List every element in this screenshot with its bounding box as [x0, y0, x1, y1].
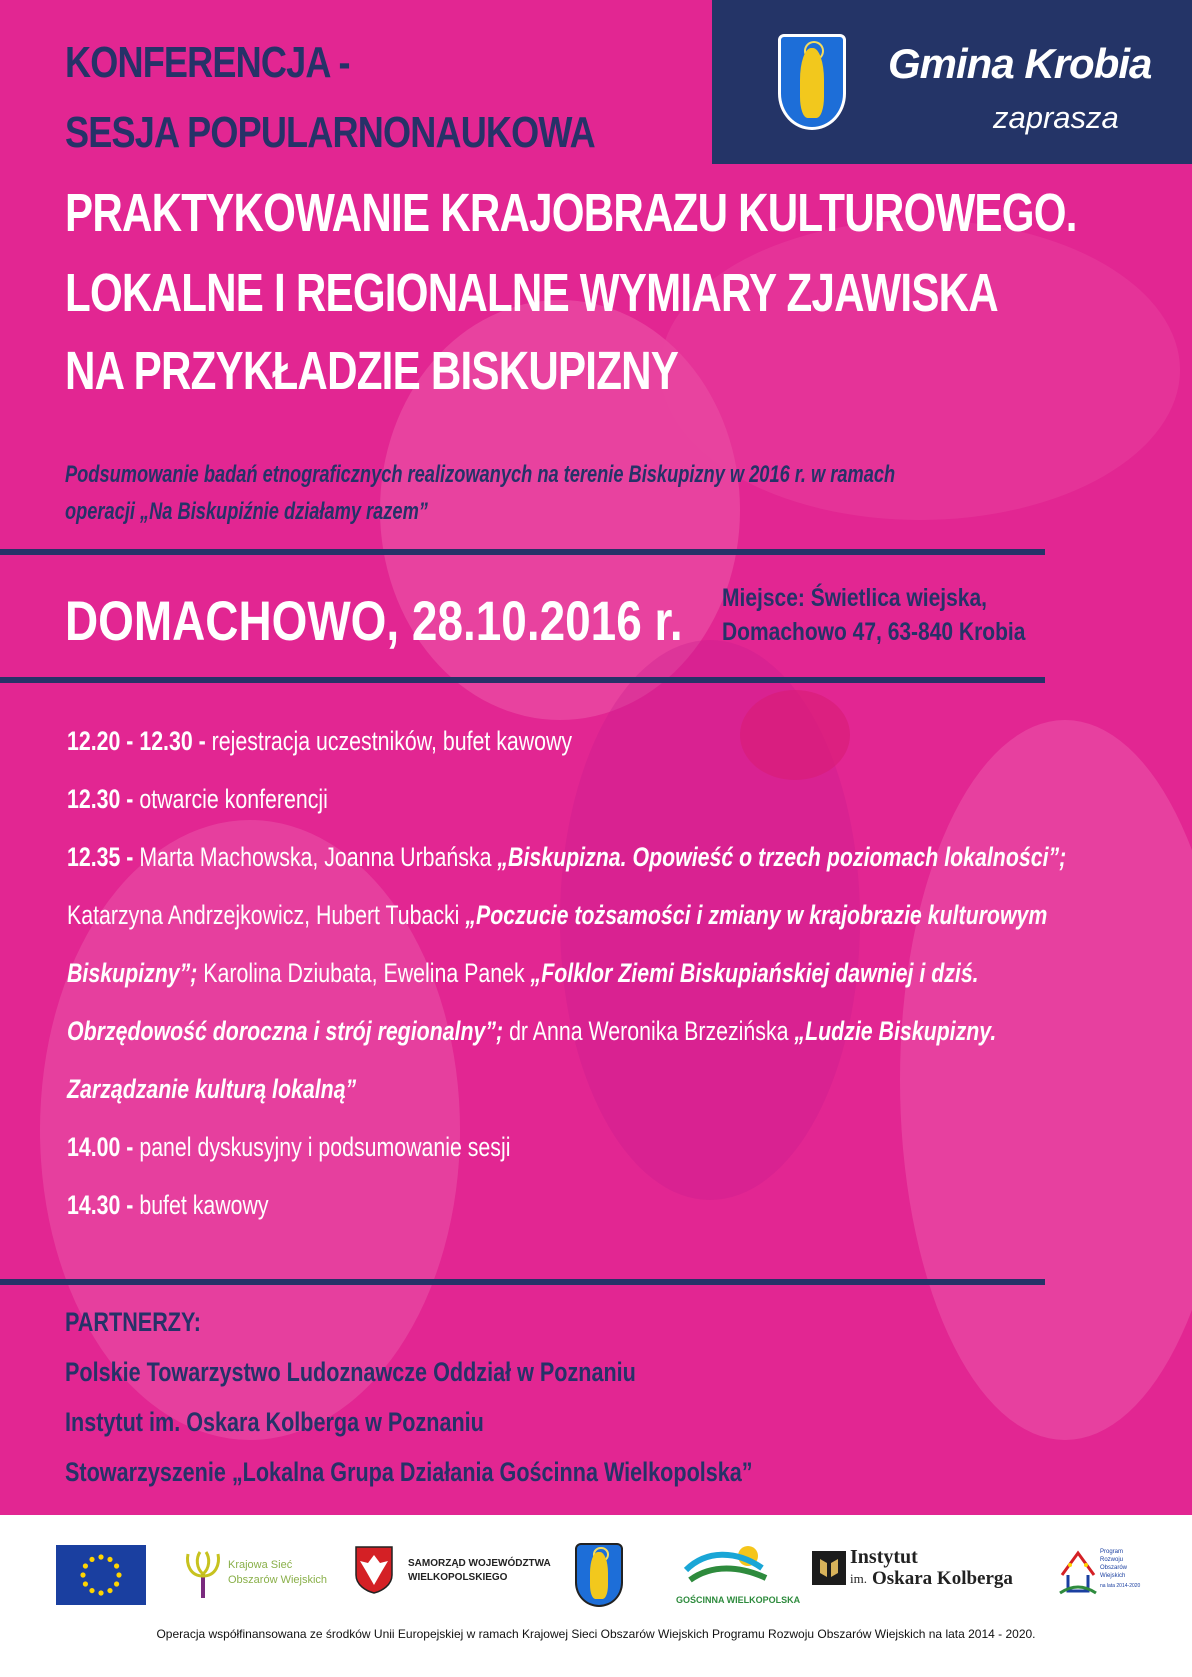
eu-star-icon: [114, 1563, 119, 1568]
divider-middle: [0, 677, 1045, 683]
eu-star-icon: [116, 1572, 121, 1577]
lecture-speakers: Marta Machowska, Joanna Urbańska: [133, 842, 498, 872]
divider-top: [0, 549, 1045, 555]
lecture-speakers: Katarzyna Andrzejkowicz, Hubert Tubacki: [67, 900, 466, 930]
eu-star-icon: [107, 1588, 112, 1593]
sponsor-logos-strip: [0, 1515, 1192, 1677]
program-time: 12.20 - 12.30 -: [67, 726, 206, 756]
partners-heading: PARTNERZY:: [65, 1307, 201, 1337]
krobia-coat-of-arms-icon: [778, 34, 846, 130]
cofinancing-footer: Operacja współfinansowana ze środków Unii Europejskiej w ramach Krajowej Sieci Obszarów Wiejskich Programu Rozwoju Obszarów Wiejskich na lata 2014 - 2020.: [156, 1627, 1036, 1641]
kicker-line-1: KONFERENCJA -: [65, 38, 350, 87]
program-item-lectures: [67, 828, 1118, 1118]
eu-star-icon: [89, 1588, 94, 1593]
title-line-1: PRAKTYKOWANIE KRAJOBRAZU KULTUROWEGO.: [65, 183, 1077, 243]
title-line-2: LOKALNE I REGIONALNE WYMIARY ZJAWISKA: [65, 263, 998, 323]
kolberg-name-prefix: im.: [850, 1571, 867, 1586]
program-schedule: [67, 712, 1118, 1234]
subtitle: [65, 456, 1068, 530]
partner-item: Instytut im. Oskara Kolberga w Poznaniu: [65, 1407, 484, 1437]
prow-line-4: Wiejskich: [1100, 1573, 1126, 1579]
lecture-title: „Biskupizna. Opowieść o trzech poziomach lokalności”;: [497, 842, 1067, 872]
saint-figure-shape: [590, 1552, 608, 1599]
krobia-coat-of-arms-icon: [575, 1543, 623, 1607]
lecture-title: „Ludzie Biskupizny. Zarządzanie kulturą lokalną”: [67, 1016, 997, 1104]
program-time: 14.30 -: [67, 1190, 134, 1220]
ksow-name-line-2: Obszarów Wiejskich: [228, 1574, 328, 1586]
subtitle-line-1: Podsumowanie badań etnograficznych realizowanych na terenie Biskupizny w 2016 r. w ramach: [65, 461, 896, 488]
title-line-3: NA PRZYKŁADZIE BISKUPIZNY: [65, 341, 679, 401]
prow-line-3: Obszarów: [1100, 1565, 1128, 1571]
eu-flag-icon: [56, 1545, 146, 1605]
samorzad-name-line-1: SAMORZĄD WOJEWÓDZTWA: [408, 1558, 551, 1569]
program-item: [67, 1118, 1118, 1176]
ksow-name-line-1: Krajowa Sieć: [228, 1559, 293, 1571]
eu-star-icon: [83, 1563, 88, 1568]
eu-star-icon: [89, 1557, 94, 1562]
eu-star-icon: [98, 1590, 103, 1595]
prow-line-5: na lata 2014-2020: [1100, 1583, 1141, 1589]
program-text: panel dyskusyjny i podsumowanie sesji: [133, 1132, 511, 1162]
divider-bottom: [0, 1279, 1045, 1285]
organizer-name: Gmina Krobia: [888, 40, 1152, 87]
goscinna-name: GOŚCINNA WIELKOPOLSKA: [676, 1595, 801, 1605]
program-time: 12.30 -: [67, 784, 134, 814]
saint-figure-shape: [800, 48, 825, 118]
eu-star-icon: [98, 1554, 103, 1559]
program-text: otwarcie konferencji: [133, 784, 328, 814]
prow-house-icon: [1058, 1545, 1098, 1597]
lecture-title: „Folklor Ziemi Biskupiańskiej dawniej i dziś. Obrzędowość doroczna i strój regionalny”;: [67, 958, 979, 1046]
partner-item: Stowarzyszenie „Lokalna Grupa Działania Gościnna Wielkopolska”: [65, 1457, 753, 1487]
prow-line-1: Program: [1100, 1549, 1124, 1555]
venue-line-2: Domachowo 47, 63-840 Krobia: [722, 618, 1026, 646]
program-item: [67, 1176, 1118, 1234]
program-text: bufet kawowy: [133, 1190, 269, 1220]
wielkopolska-eagle-icon: [354, 1545, 394, 1595]
organizer-invites: zaprasza: [993, 100, 1119, 135]
eu-star-icon: [114, 1581, 119, 1586]
lecture-title: „Poczucie tożsamości i zmiany w krajobrazie kulturowym Biskupizny”;: [67, 900, 1048, 988]
ksow-tree-icon: [182, 1550, 224, 1600]
eu-star-icon: [80, 1572, 85, 1577]
program-item: [67, 770, 1118, 828]
kolberg-name-line-1: Instytut: [850, 1546, 918, 1568]
kicker-line-2: SESJA POPULARNONAUKOWA: [65, 108, 595, 157]
program-item: [67, 712, 1118, 770]
kolberg-institute-icon: [812, 1551, 846, 1585]
prow-line-2: Rozwoju: [1100, 1557, 1124, 1563]
venue-line-1: Miejsce: Świetlica wiejska,: [722, 584, 987, 612]
program-time: 14.00 -: [67, 1132, 134, 1162]
kolberg-name-line-2: Oskara Kolberga: [872, 1568, 1013, 1589]
subtitle-line-2: operacji „Na Biskupiźnie działamy razem”: [65, 498, 428, 525]
lecture-speakers: Karolina Dziubata, Ewelina Panek: [197, 958, 531, 988]
samorzad-name-line-2: WIELKOPOLSKIEGO: [408, 1572, 508, 1583]
lecture-speakers: dr Anna Weronika Brzezińska: [503, 1016, 795, 1046]
partner-item: Polskie Towarzystwo Ludoznawcze Oddział w Poznaniu: [65, 1357, 636, 1387]
goscinna-wielkopolska-icon: [682, 1540, 772, 1590]
partners-section: [65, 1297, 1025, 1497]
program-time: 12.35 -: [67, 842, 134, 872]
program-text: rejestracja uczestników, bufet kawowy: [205, 726, 573, 756]
eu-star-icon: [83, 1581, 88, 1586]
eu-star-icon: [107, 1557, 112, 1562]
event-place-date: DOMACHOWO, 28.10.2016 r.: [65, 589, 683, 652]
